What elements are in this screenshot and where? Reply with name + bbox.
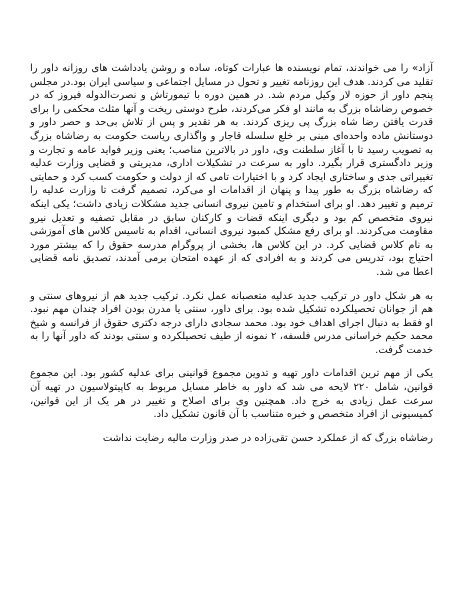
paragraph-1: آزاد» را می خواندند، تمام نویسنده ها عبارات کوتاه، ساده و روشن یادداشت های روزانه داور را تقلید می کردند. هدف این روزنامه تغییر و تحول در مسایل اجتماعی و سیاسی ایران بود.در مجلس پنجم داور از حوزه لار وکیل مردم شد. در همین دوره با تیمورتاش و نصرت‌الدوله فیروز که در خصوص رضاشاه بزرگ به مانند او فکر می‌کردند، طرح دوستی ریخت و آنها مثلث محکمی را برای قدرت یافتن رضا شاه بزرگ پی ریزی کردند. به هر تقدیر و پس از تلاش بی‌حد و حصر داور و دوستانش ماده واحده‌ای مبنی بر خلع سلسله قاجار و واگذاری ریاست حکومت به رضاشاه بزرگ به تصویب رسید تا با آغاز سلطنت وی، داور در بالاترین مناصب؛ یعنی وزیر فواید عامه و تجارت و وزیر دادگستری قرار بگیرد. داور به سرعت در تشکیلات اداری، مدیریتی و قضایی وزارت عدلیه تغییراتی جدی و ساختاری ایجاد کرد و با اختیارات تامی که از دولت و حکومت کسب کرد و حمایتی که رضاشاه بزرگ به طور پیدا و پنهان از اقدامات او می‌کرد، تصمیم گرفت تا وزارت عدلیه را ترمیم و تغییر دهد. او برای استخدام و تامین نیروی انسانی جدید مشکلات زیادی داشت؛ یکی اینکه نیروی متخصص کم بود و دیگری اینکه قضات و کارکنان سابق در مقابل تصفیه و تعدیل نیرو مقاومت می‌کردند. او برای رفع مشکل کمبود نیروی انسانی، اقدام به تاسیس کلاس های آموزشی به نام کلاس قضایی کرد. در این کلاس ها، بخشی از پروگرام مدرسه حقوق را که بیشتر مورد احتیاج بود، تدریس می کردند و به افرادی که از عهده امتحان برمی آمدند، تصدیق نامه قضایی اعطا می شد. (30, 63, 433, 278)
article-body (30, 62, 433, 455)
paragraph-4: رضاشاه بزرگ که از عملکرد حسن تقی‌زاده در صدر وزارت مالیه رضایت نداشت (102, 432, 433, 444)
paragraph-2: به هر شکل داور در ترکیب جدید عدلیه متعصبانه عمل نکرد. ترکیب جدید هم از نیروهای سنتی و هم از جوانان تحصیلکرده تشکیل شده بود. برای داور، سنتی یا مدرن بودن افراد چندان مهم نبود. او فقط به دنبال اجرای اهداف خود بود. محمد سجادی دارای درجه دکتری حقوق از فرانسه و شیخ محمد حکیم خراسانی مدرس فلسفه، ۲ نمونه از طیف تحصیلکرده و سنتی بودند که داور آنها را به خدمت گرفت. (30, 290, 434, 356)
paragraph-3: یکی از مهم ترین اقدامات داور تهیه و تدوین مجموع قوانینی برای عدلیه کشور بود. این مجموع قوانین، شامل ۲۲۰ لایحه می شد که داور به خاطر مسایل مربوط به کاپیتولاسیون در تهیه آن سرعت عمل زیادی به خرج داد. همچنین وی برای اصلاح و تغییر در هر یک از این قوانین، کمیسیونی از افراد متخصص و خبره متناسب با آن قانون تشکیل داد. (30, 368, 433, 421)
